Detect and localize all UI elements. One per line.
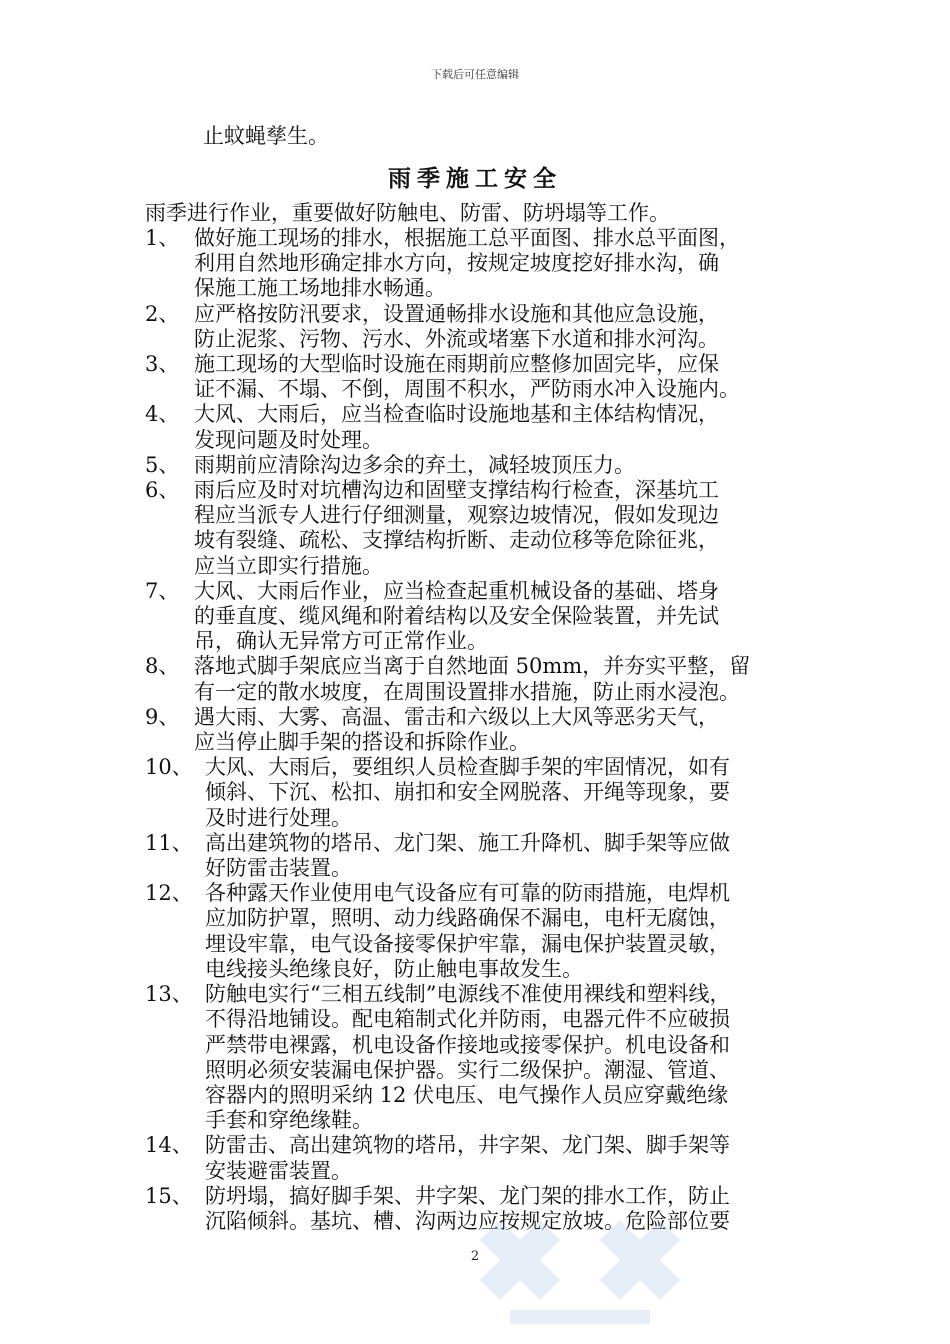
list-item-text: 做好施工现场的排水，根据施工总平面图、排水总平面图， 利用自然地形确定排水方向，按规定坡度挖好排水沟，确 保施工施工场地排水畅通。: [194, 226, 740, 301]
list-item-number: 3、: [145, 352, 180, 377]
list-item-text: 防雷击、高出建筑物的塔吊，井字架、龙门架、脚手架等 安装避雷装置。: [205, 1133, 730, 1183]
list-item: [145, 705, 845, 755]
list-item: [145, 1133, 845, 1183]
list-item-text: 雨期前应清除沟边多余的弃土，减轻坡顶压力。: [194, 452, 635, 477]
intro-paragraph: 雨季进行作业，重要做好防触电、防雷、防坍塌等工作。: [145, 201, 670, 225]
list-item: [145, 478, 845, 579]
watermark-logo: [420, 1200, 740, 1344]
list-item-number: 6、: [145, 478, 180, 503]
list-item: [145, 982, 845, 1133]
list-item-text: 雨后应及时对坑槽沟边和固壁支撑结构行检查，深基坑工 程应当派专人进行仔细测量，观察边坡情况，假如发现边 坡有裂缝、疏松、支撑结构折断、走动位移等危除征兆， 应当立即实行措施。: [194, 478, 719, 578]
list-item: [145, 755, 845, 831]
list-item-number: 4、: [145, 402, 180, 427]
list-item-text: 大风、大雨后作业，应当检查起重机械设备的基础、塔身 的垂直度、缆风绳和附着结构以及安全保险装置，并先试 吊，确认无异常方可正常作业。: [194, 578, 719, 654]
list-item-number: 1、: [145, 226, 180, 250]
numbered-list: [145, 226, 845, 1234]
list-item-text: 各种露天作业使用电气设备应有可靠的防雨措施，电焊机 应加防护罩，照明、动力线路确保不漏电，电杆无腐蚀， 埋设牢靠，电气设备接零保护牢靠，漏电保护装置灵敏， 电线接头绝缘良好，防止触电事故发生。: [205, 881, 730, 981]
list-item-number: 5、: [145, 452, 180, 477]
list-item-text: 施工现场的大型临时设施在雨期前应整修加固完毕，应保 证不漏、不塌、不倒，周围不积水，严防雨水冲入设施内。: [194, 352, 740, 402]
list-item-text: 防触电实行“三相五线制”电源线不准使用裸线和塑料线， 不得沿地铺设。配电箱制式化并防雨，电器元件不应破损 严禁带电裸露，机电设备作接地或接零保护。机电设备和 照明必须安装漏电保护器。实行二级保护。潮湿、管道、 容器内的照明采纳 12 伏电压、电气操作人员应穿戴绝缘 手套和穿绝缘鞋。: [205, 982, 731, 1133]
list-item: [145, 453, 845, 478]
list-item: [145, 654, 845, 704]
list-item-number: 8、: [145, 654, 180, 679]
list-item: [145, 579, 845, 655]
list-item-text: 大风、大雨后，应当检查临时设施地基和主体结构情况， 发现问题及时处理。: [194, 402, 719, 452]
list-item: [145, 831, 845, 881]
list-item-text: 落地式脚手架底应当离于自然地面 50mm，并夯实平整，留 有一定的散水坡度，在周围设置排水措施，防止雨水浸泡。: [194, 654, 751, 704]
continuation-text: 止蚊蝇孳生。: [203, 124, 329, 148]
page-header: 下载后可任意编辑: [431, 68, 519, 81]
list-item-number: 13、: [145, 982, 193, 1007]
list-item-number: 12、: [145, 881, 193, 906]
list-item: [145, 226, 845, 302]
list-item: [145, 302, 845, 352]
list-item-number: 2、: [145, 301, 180, 326]
list-item-number: 9、: [145, 704, 180, 729]
list-item-number: 11、: [145, 830, 193, 855]
list-item: [145, 881, 845, 982]
page-number: 2: [470, 1249, 480, 1264]
list-item-text: 应严格按防汛要求，设置通畅排水设施和其他应急设施， 防止泥浆、污物、污水、外流或堵塞下水道和排水河沟。: [194, 301, 719, 351]
list-item-text: 大风、大雨后，要组织人员检查脚手架的牢固情况，如有 倾斜、下沉、松扣、崩扣和安全网脱落、开绳等现象，要 及时进行处理。: [205, 755, 730, 830]
list-item-text: 高出建筑物的塔吊、龙门架、施工升降机、脚手架等应做 好防雷击装置。: [205, 830, 730, 881]
list-item-number: 7、: [145, 578, 180, 603]
list-item-number: 10、: [145, 755, 193, 780]
list-item: [145, 352, 845, 402]
list-item-text: 防坍塌，搞好脚手架、井字架、龙门架的排水工作，防止 沉陷倾斜。基坑、槽、沟两边应按规定放坡。危险部位要: [205, 1183, 730, 1233]
list-item-text: 遇大雨、大雾、高温、雷击和六级以上大风等恶劣天气， 应当停止脚手架的搭设和拆除作业。: [194, 704, 719, 755]
list-item-number: 14、: [145, 1133, 193, 1158]
section-title: 雨季施工安全: [388, 166, 562, 192]
list-item: [145, 402, 845, 452]
list-item-number: 15、: [145, 1183, 193, 1208]
